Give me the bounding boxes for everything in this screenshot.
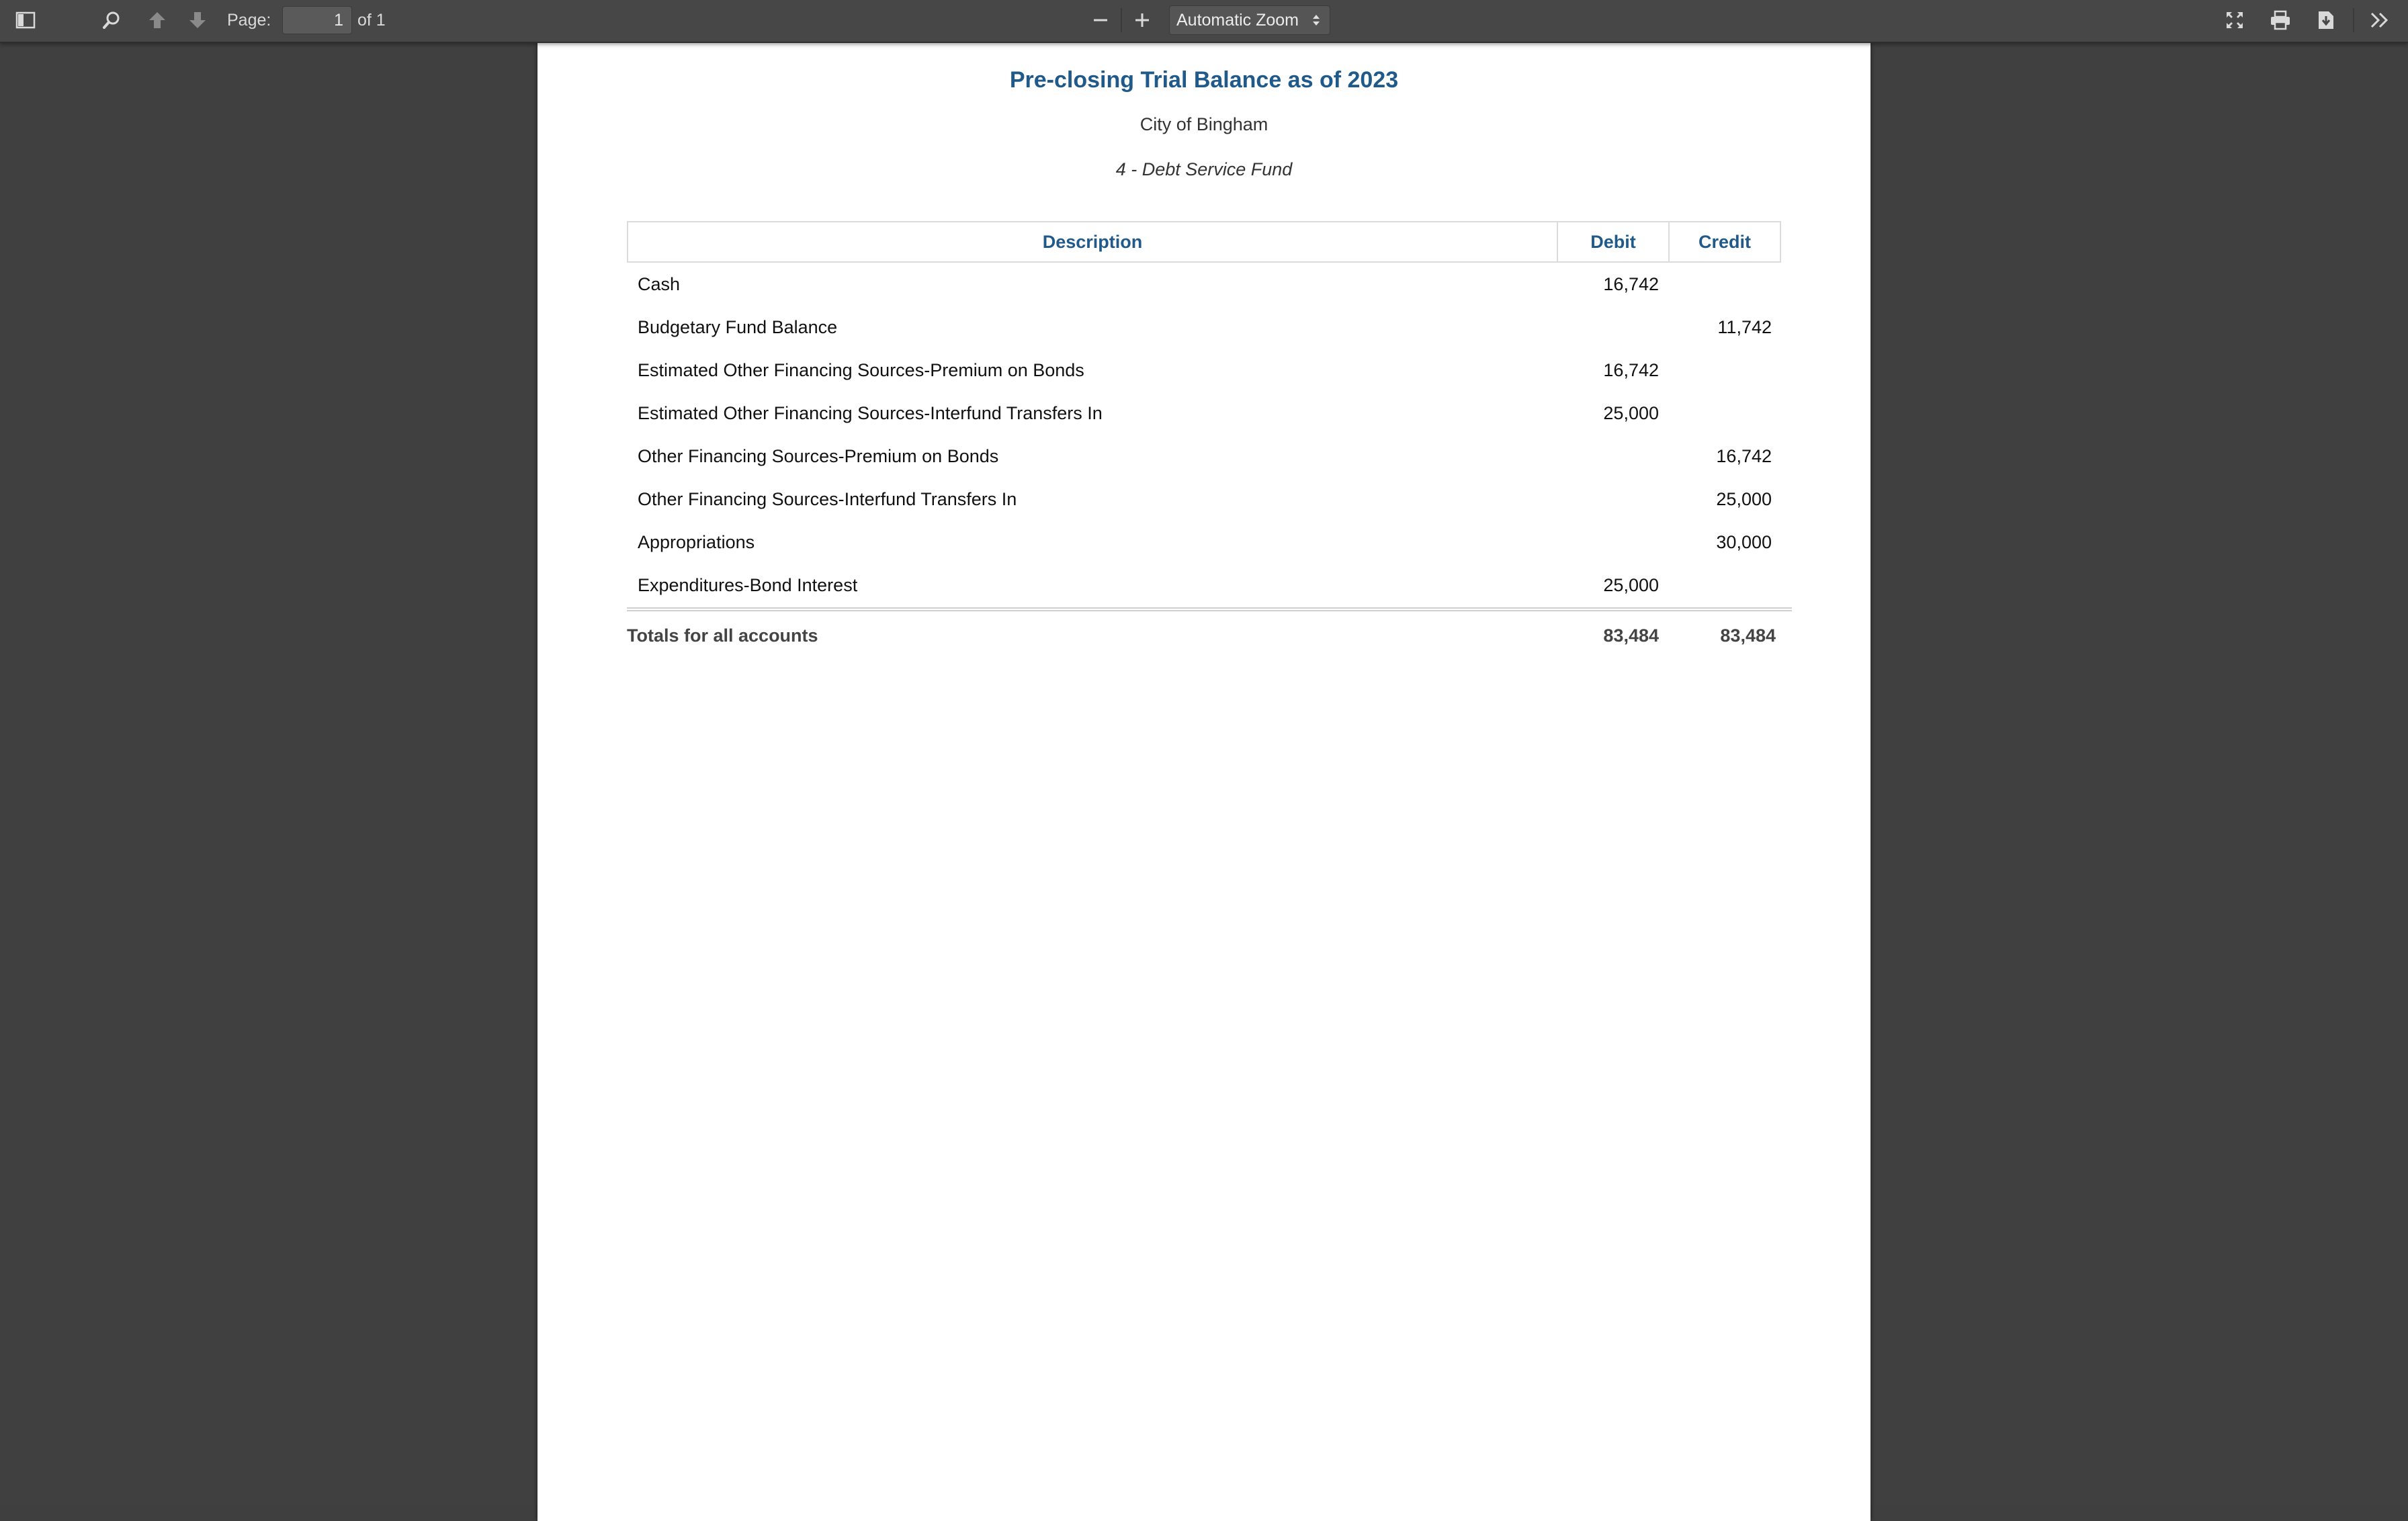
totals-row: [627, 614, 1792, 657]
page-label: Page:: [227, 11, 271, 30]
row-credit: [1668, 263, 1781, 306]
row-credit: [1668, 564, 1781, 607]
row-description: Estimated Other Financing Sources-Interfund Transfers In: [638, 403, 1103, 423]
entity-name: City of Bingham: [1140, 114, 1268, 134]
plus-icon: [1133, 11, 1151, 29]
column-header-description: Description: [628, 222, 1558, 261]
arrow-down-icon: [187, 10, 208, 30]
table-header: [627, 221, 1781, 263]
totals-label: Totals for all accounts: [627, 625, 818, 646]
row-description: Estimated Other Financing Sources-Premium on Bonds: [638, 360, 1084, 380]
sidebar-toggle-icon: [15, 11, 36, 30]
table-row: [627, 349, 1781, 392]
printer-icon: [2270, 10, 2291, 30]
select-caret-icon: [1312, 13, 1320, 28]
row-description: Other Financing Sources-Interfund Transfers In: [638, 489, 1017, 509]
zoom-in-button[interactable]: [1123, 5, 1161, 35]
pdf-toolbar: [0, 0, 2408, 43]
row-debit: 25,000: [1603, 575, 1659, 595]
column-header-debit: Debit: [1558, 222, 1670, 261]
page-title: Pre-closing Trial Balance as of 2023: [1009, 67, 1399, 93]
row-debit: [1557, 306, 1668, 349]
row-credit: 30,000: [1716, 532, 1772, 552]
zoom-out-button[interactable]: [1082, 5, 1119, 35]
print-button[interactable]: [2262, 5, 2299, 35]
minus-icon: [1092, 11, 1109, 29]
row-credit: [1668, 392, 1781, 435]
page-number-input[interactable]: [282, 6, 352, 34]
totals-debit: 83,484: [1603, 625, 1659, 646]
row-debit: [1557, 478, 1668, 521]
table-row: [627, 478, 1781, 521]
row-description: Appropriations: [638, 532, 755, 552]
row-debit: 25,000: [1603, 403, 1659, 423]
double-chevron-right-icon: [2370, 11, 2390, 29]
table-row: [627, 263, 1781, 306]
fund-name: 4 - Debt Service Fund: [1115, 159, 1293, 179]
row-credit: [1668, 349, 1781, 392]
zoom-select[interactable]: [1169, 5, 1330, 35]
row-debit: 16,742: [1603, 274, 1659, 294]
pdf-page: [538, 43, 1870, 1521]
download-button[interactable]: [2307, 5, 2345, 35]
row-debit: [1557, 435, 1668, 478]
trial-balance-table: [627, 221, 1781, 607]
tools-button[interactable]: [2361, 5, 2399, 35]
find-button[interactable]: [93, 5, 130, 35]
page-count-label: of 1: [357, 11, 386, 30]
totals-credit: 83,484: [1720, 625, 1776, 646]
table-row: [627, 306, 1781, 349]
table-row: [627, 521, 1781, 564]
table-row: [627, 392, 1781, 435]
table-row: [627, 564, 1781, 607]
document-viewer[interactable]: [0, 43, 2408, 1505]
fullscreen-icon: [2225, 10, 2245, 30]
arrow-up-icon: [147, 10, 167, 30]
next-page-button[interactable]: [179, 5, 216, 35]
previous-page-button[interactable]: [138, 5, 176, 35]
search-icon: [101, 10, 122, 30]
toolbar-divider: [1121, 8, 1122, 32]
sidebar-toggle-button[interactable]: [7, 5, 44, 35]
row-description: Cash: [638, 274, 681, 294]
presentation-mode-button[interactable]: [2216, 5, 2253, 35]
download-icon: [2317, 10, 2335, 30]
row-credit: 16,742: [1716, 446, 1772, 466]
row-credit: 11,742: [1717, 317, 1772, 337]
row-credit: 25,000: [1716, 489, 1772, 509]
table-row: [627, 435, 1781, 478]
row-debit: 16,742: [1603, 360, 1659, 380]
row-description: Expenditures-Bond Interest: [638, 575, 858, 595]
row-debit: [1557, 521, 1668, 564]
row-description: Other Financing Sources-Premium on Bonds: [638, 446, 999, 466]
toolbar-divider: [2353, 8, 2354, 32]
column-header-credit: Credit: [1698, 232, 1751, 252]
zoom-select-value: Automatic Zoom: [1176, 11, 1299, 30]
row-description: Budgetary Fund Balance: [638, 317, 838, 337]
totals-divider: [627, 607, 1792, 611]
